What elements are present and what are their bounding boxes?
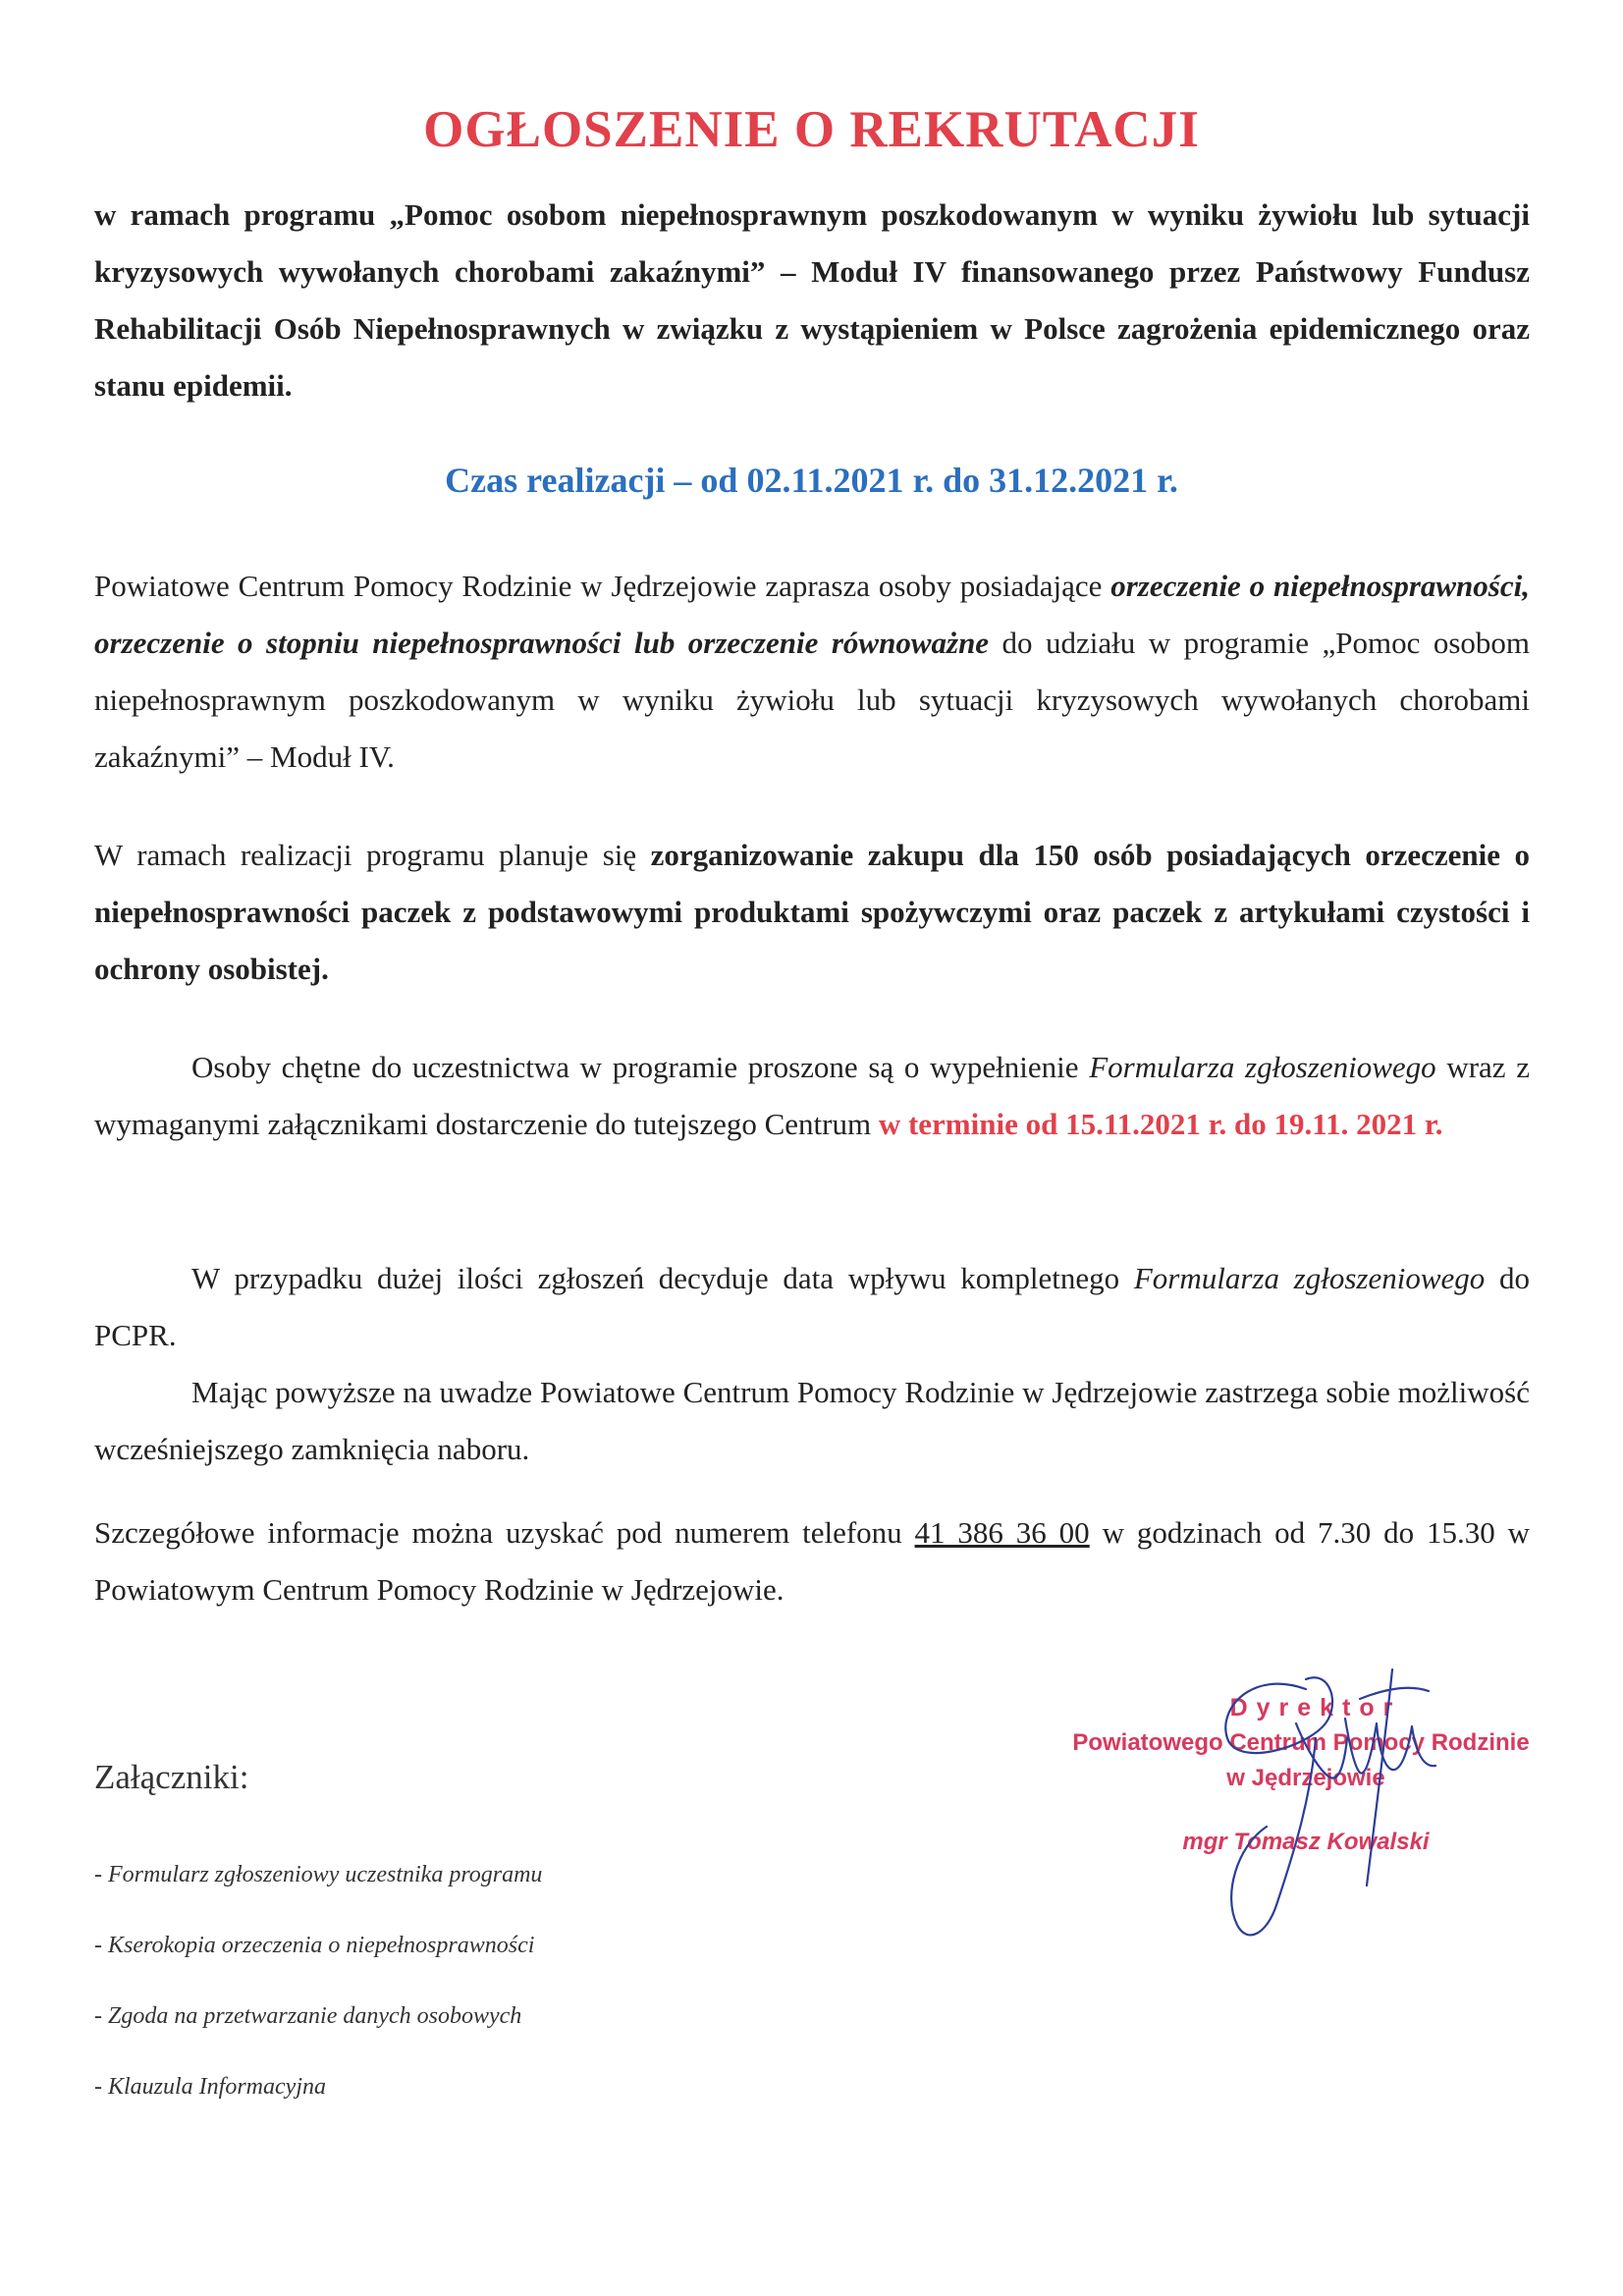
attachment-item: - Klauzula Informacyjna [94, 2074, 326, 2100]
paragraph-text: Powiatowe Centrum Pomocy Rodzinie w Jędrzejowie zaprasza osoby posiadające [94, 569, 1111, 603]
paragraph-invitation [94, 558, 1530, 786]
paragraph-text: w godzinach od 7.30 do 15.30 w Powiatowym Centrum Pomocy Rodzinie w Jędrzejowie. [94, 1515, 1530, 1607]
paragraph-text: do udziału w programie „Pomoc osobom niepełnosprawnym poszkodowanym w wyniku żywiołu lub sytuacji kryzysowych wywołanych chorobami zakaźnymi” – Moduł IV. [94, 626, 1531, 774]
paragraph-closing-notice: Mając powyższe na uwadze Powiatowe Centrum Pomocy Rodzinie w Jędrzejowie zastrzega sobie możliwość wcześniejszego zamknięcia naboru. [94, 1375, 1530, 1466]
announcement-title: OGŁOSZENIE O REKRUTACJI [423, 101, 1200, 158]
realization-period: Czas realizacji – od 02.11.2021 r. do 31.12.2021 r. [445, 461, 1178, 500]
plan-details: zorganizowanie zakupu dla 150 osób posiadających orzeczenie o niepełnosprawności paczek z podstawowymi produktami spożywczymi oraz paczek z artykułami czystości i ochrony osobistej. [94, 838, 1531, 986]
paragraph-text: W ramach realizacji programu planuje się [94, 838, 651, 872]
paragraph-text: W przypadku dużej ilości zgłoszeń decyduje data wpływu kompletnego [191, 1261, 1134, 1295]
attachments-list [94, 1851, 542, 2134]
stamp-institution: Powiatowego Centrum Pomocy Rodzinie [1072, 1729, 1530, 1756]
attachments-heading: Załączniki: [94, 1758, 249, 1796]
paragraph-application [94, 1039, 1530, 1153]
stamp-director-name: mgr Tomasz Kowalski [1182, 1829, 1430, 1855]
application-deadline: w terminie od 15.11.2021 r. do 19.11. 2021 r. [878, 1107, 1443, 1141]
attachment-item: - Zgoda na przetwarzanie danych osobowych [94, 2003, 522, 2029]
paragraph-text: Szczegółowe informacje można uzyskać pod numerem telefonu [94, 1515, 915, 1550]
paragraph-text: wraz z wymaganymi załącznikami dostarczenie do tutejszego Centrum [94, 1050, 1530, 1141]
stamp-location: w Jędrzejowie [1226, 1765, 1385, 1791]
form-name: Formularza zgłoszeniowego [1089, 1050, 1436, 1084]
attachment-item: - Kserokopia orzeczenia o niepełnosprawności [94, 1933, 535, 1958]
stamp-title: Dyrektor [1229, 1694, 1402, 1722]
phone-number: 41 386 36 00 [914, 1515, 1090, 1550]
paragraph-priority [94, 1250, 1530, 1364]
form-name: Formularza zgłoszeniowego [1133, 1261, 1486, 1295]
attachment-item: - Formularz zgłoszeniowy uczestnika programu [94, 1862, 543, 1887]
certificate-types: orzeczenie o niepełnosprawności, orzeczenie o stopniu niepełnosprawności lub orzeczenie równoważne [94, 569, 1530, 660]
intro-paragraph: w ramach programu „Pomoc osobom niepełnosprawnym poszkodowanym w wyniku żywiołu lub sytuacji kryzysowych wywołanych chorobami zakaźnymi” – Moduł IV finansowanego przez Państwowy Fundusz Rehabilitacji Osób Niepełnosprawnych w związku z wystąpieniem w Polsce zagrożenia epidemicznego oraz stanu epidemii. [94, 197, 1530, 403]
handwritten-signature [1159, 1630, 1492, 1964]
paragraph-text: do PCPR. [94, 1261, 1531, 1352]
paragraph-contact [94, 1504, 1530, 1618]
paragraph-text: Osoby chętne do uczestnictwa w programie proszone są o wypełnienie [191, 1050, 1090, 1084]
paragraph-plan [94, 827, 1530, 998]
